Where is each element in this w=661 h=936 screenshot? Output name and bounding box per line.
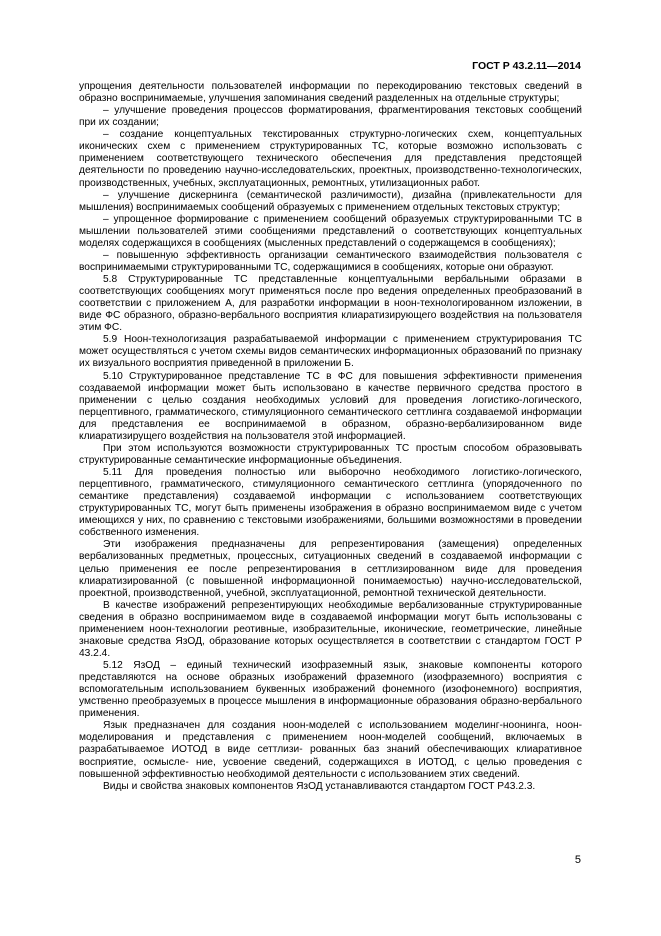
page-number: 5 [574, 854, 581, 866]
document-body [79, 81, 582, 793]
paragraph: 5.12 ЯзОД – единый технический изофраземный язык, знаковые компоненты которого представляются на основе образных изображений фраземного (изофраземного) восприятия с вспомогательным использованием буквенных изображений фонемного (изофонемного) восприятия, умственно преобразуемых в процессе мышления в информационные образования образно-вербального применения. [79, 660, 582, 720]
paragraph: Язык предназначен для создания ноон-моделей с использованием моделинг-ноонинга, ноон-моделирования и представления с применением ноон-моделей сообщений, включаемых в разрабатываемое ИОТОД в виде сеттлизи- рованных баз знаний обеспечивающих клиаративное восприятие, осмысле- ние, усвоение сведений, содержащихся в ИОТОД, с целью проведения с повышенной эффективностью необходимой деятельности с использованием этих сведений. [79, 720, 582, 780]
standard-header: ГОСТ Р 43.2.11—2014 [472, 60, 581, 72]
paragraph: – создание концептуальных текстированных структурно-логических схем, концептуальных иконических схем с применением структурированных ТС, которые возможно использовать с применением соответствующего технического обеспечения для представления предстоящей деятельности по проведению научно-исследовательских, проектных, производственно-технологических, производственных, учебных, эксплуатационных, ремонтных, утилизационных работ. [79, 129, 582, 189]
paragraph: Эти изображения предназначены для репрезентирования (замещения) определенных вербализованных предметных, процессных, ситуационных сведений в создаваемой информации с целью применения ее после репрезентирования в сеттлизированном виде для проведения клиаратизированной (с повышенной информационной понимаемостью) научно-исследовательской, проектной, производственной, учебной, эксплуатационной, ремонтной технической деятельности. [79, 539, 582, 599]
paragraph: В качестве изображений репрезентирующих необходимые вербализованные структурированные сведения в образно воспринимаемом виде в создаваемой информации могут быть использованы с применением ноон-технологии реотивные, изобразительные, иконические, геометрические, линейные знаковые средства ЯзОД, образование которых осуществляется в соответствии с стандартом ГОСТ Р 43.2.4. [79, 599, 582, 659]
paragraph: 5.11 Для проведения полностью или выборочно необходимого логистико-логического, перцептивного, грамматического, стимуляционного семантического сеттлинга (упорядоченного по семантике представления) создаваемой информации с использованием соответствующих структурированных ТС, могут быть применены изображения в образно воспринимаемом виде с учетом имеющихся у них, по сравнению с текстовыми изображениями, большими возможностями в проведении собственного изменения. [79, 467, 582, 539]
paragraph: – улучшение проведения процессов форматирования, фрагментирования текстовых сообщений при их создании; [79, 105, 582, 129]
paragraph: При этом используются возможности структурированных ТС простым способом образовывать структурированные семантические информационные объединения. [79, 442, 582, 466]
paragraph: – повышенную эффективность организации семантического взаимодействия пользователя с воспринимаемыми структурированными ТС, содержащимися в сообщениях, которые они образуют. [79, 249, 582, 273]
paragraph: 5.8 Структурированные ТС представленные концептуальными вербальными образами в соответствующих сообщениях могут применяться после про ведения определенных преобразований в соответствии с приложением А, для разработки информации в ноон-технологированном изложении, в виде ФС образного, образно-вербального восприятия клиаратизирующего воздействия на пользователя этим ФС. [79, 274, 582, 334]
paragraph: Виды и свойства знаковых компонентов ЯзОД устанавливаются стандартом ГОСТ Р43.2.3. [103, 780, 536, 792]
paragraph: упрощения деятельности пользователей информации по перекодированию текстовых сведений в образно воспринимаемые, улучшения запоминания сведений разделенных на отдельные структуры; [79, 81, 582, 105]
paragraph: 5.10 Структурированное представление ТС в ФС для повышения эффективности применения создаваемой информации может быть использовано в качестве первичного средства простого в применении с целью создания необходимых условий для проведения логистико-логического, перцептивного, грамматического, стимуляционного семантического сеттлинга создаваемой информации для представления ее воспринимаемой в образном, образно-вербализированном виде клиаратизирущего воздействия на пользователя этой информацией. [79, 370, 582, 442]
paragraph: – упрощенное формирование с применением сообщений образуемых структурированными ТС в мышлении пользователей этими сообщениями представлений о соответствующих концептуальных моделях содержащихся в сообщениях (мысленных представлений о содержащемся в сообщениях); [79, 213, 582, 249]
paragraph: – улучшение дискернинга (семантической различимости), дизайна (привлекательности для мышления) воспринимаемых сообщений образуемых с применением отдельных текстовых структур; [79, 189, 582, 213]
paragraph: 5.9 Ноон-технологизация разрабатываемой информации с применением структурирования ТС может осуществляться с учетом схемы видов семантических информационных образований по признаку их визуального восприятия приведенной в приложении Б. [79, 334, 582, 370]
